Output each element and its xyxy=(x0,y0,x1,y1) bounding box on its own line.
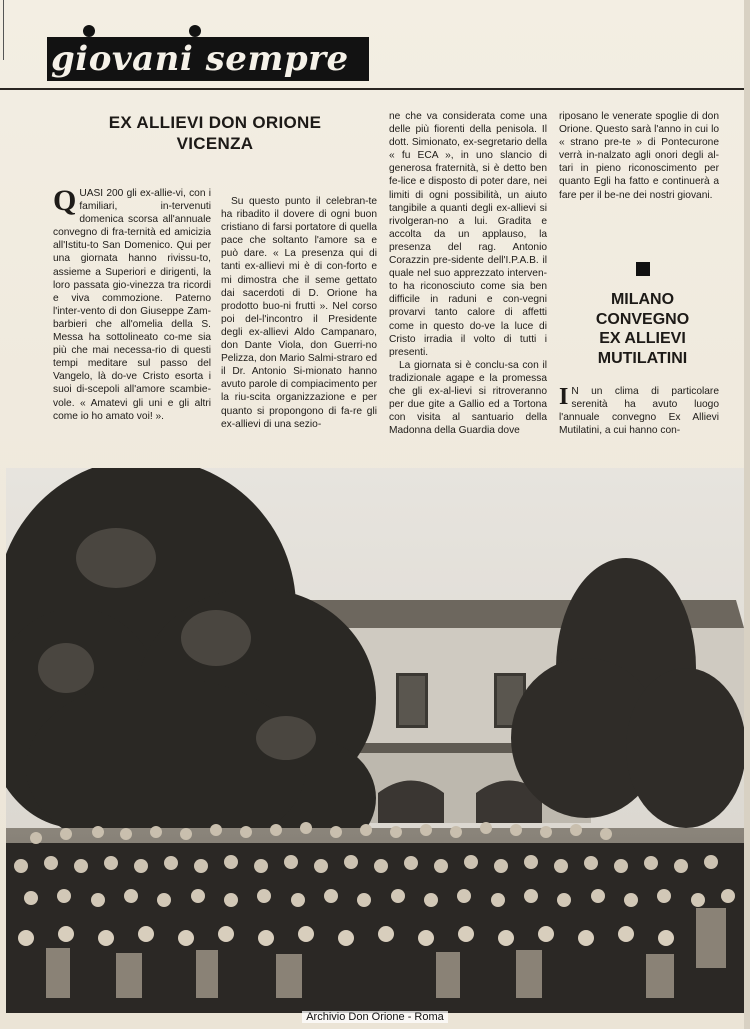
crowd xyxy=(6,822,744,1013)
group-photo xyxy=(6,468,744,1013)
paragraph-text: riposano le venerate spoglie di don Orione. Questo sarà l'anno in cui lo « strano pre-te » di Pontecurone verrà in-nalzato agli onori degli al-tari in pieno riconoscimento per quanto Egli ha fatto e continuerà a fare per il be-ne dei nostri giovani. xyxy=(559,111,719,201)
paragraph-text: La giornata si è conclu-sa con il tradizionale agape e la promessa che gli ex-al-lievi si ritroveranno per due gite a Gallio ed a Tortona con visita al santuario della Madonna della Guardia dove xyxy=(389,359,547,437)
headline-line: CONVEGNO xyxy=(595,310,690,328)
photo-caption xyxy=(0,1010,750,1024)
masthead-dot xyxy=(83,25,95,37)
drop-cap: I xyxy=(559,384,569,410)
article-paragraph xyxy=(53,184,211,423)
article-column-3 xyxy=(389,110,547,437)
article-column-4 xyxy=(559,110,719,202)
article-column-2 xyxy=(221,195,377,431)
masthead-rule xyxy=(0,88,750,90)
article-headline xyxy=(70,112,360,154)
article-column-1 xyxy=(53,184,211,423)
paragraph-text: UASI 200 gli ex-allie-vi, con i familiari, in-tervenuti domenica scorsa all'annuale convegno di fra-ternità ed amicizia all'Istitu-to San Domenico. Qui per una giornata hanno rivissu-to, assieme a Superiori e dirigenti, la loro passata gio-vinezza tra ricordi e viva commozione. Paterno l'inter-vento di don Giuseppe Zam-barbieri che all'omelia della S. Messa ha sottolineato co-me sia più che mai necessa-rio di questi tempi meditare sul passo del Vangelo, là do-ve Cristo esorta i suoi di-scepoli all'amore scambie-vole. « Amatevi gli uni e gli altri come io ho amato voi! ». xyxy=(53,188,211,422)
headline-line: EX ALLIEVI xyxy=(599,330,686,347)
headline-line: MILANO xyxy=(610,291,675,308)
drop-cap: Q xyxy=(53,184,77,217)
paragraph-text: Su questo punto il celebran-te ha ribadito il dovere di ogni buon cristiano di farsi portatore di quella pace che soltanto l'amore sa e può dare. « La presenza qui di tanti ex-allievi mi è di con-forto e mi dimostra che il seme gettato dai sacerdoti di D. Orione ha prodotto buo-ni frutti ». Nel corso poi del-l'incontro il Presidente degli ex-allievi Aldo Campanaro, don Dante Viola, don Guerri-no Pelizza, don Mario Salmi-straro ed il Dr. Antonio Si-mionato hanno avuto parole di compiacimento per la riu-scita organizzazione e per quanto si propongono di fa-re gli ex-allievi di una sezio- xyxy=(221,196,377,430)
caption-text: Archivio Don Orione - Roma xyxy=(302,1011,448,1023)
section-masthead: giovani sempre xyxy=(47,37,369,81)
headline-line: MUTILATINI xyxy=(597,349,688,367)
article2-headline xyxy=(570,290,715,368)
paragraph-text: ne che va considerata come una delle più fiorenti della penisola. Il dott. Simionato, ex-segretario della « fu ECA », in uno slancio di generosa fraternità, si è detto ben fe-lice e disposto di poter dare, nei limiti di ogni possibilità, un aiuto tangibile a quanti degli ex-allievi si rivolgeran-no a lui. Gradita e accolta da un applauso, la presenza del rag. Antonio Corazzin pre-sidente dell'I.P.A.B. il quale nel suo apprezzato interven-to ha riconosciuto come sia ben difficile in raduni e con-vegni provarvi tanto calore di affetti come in questo do-ve la luce di Cristo irradia il volto di tutti i presenti. xyxy=(389,111,547,358)
margin-rule xyxy=(3,0,4,60)
group-photo-image xyxy=(6,468,744,1013)
headline-line: EX ALLIEVI DON ORIONE xyxy=(108,113,322,132)
page-edge xyxy=(744,0,750,1029)
article2-column xyxy=(559,385,719,437)
masthead-dot xyxy=(189,25,201,37)
headline-line: VICENZA xyxy=(176,134,254,153)
paragraph-text: N un clima di particolare serenità ha avuto luogo l'annuale convegno Ex Allievi Mutilatini, a cui hanno con- xyxy=(559,386,719,437)
article-paragraph xyxy=(559,385,719,437)
section-square-marker xyxy=(636,262,650,276)
